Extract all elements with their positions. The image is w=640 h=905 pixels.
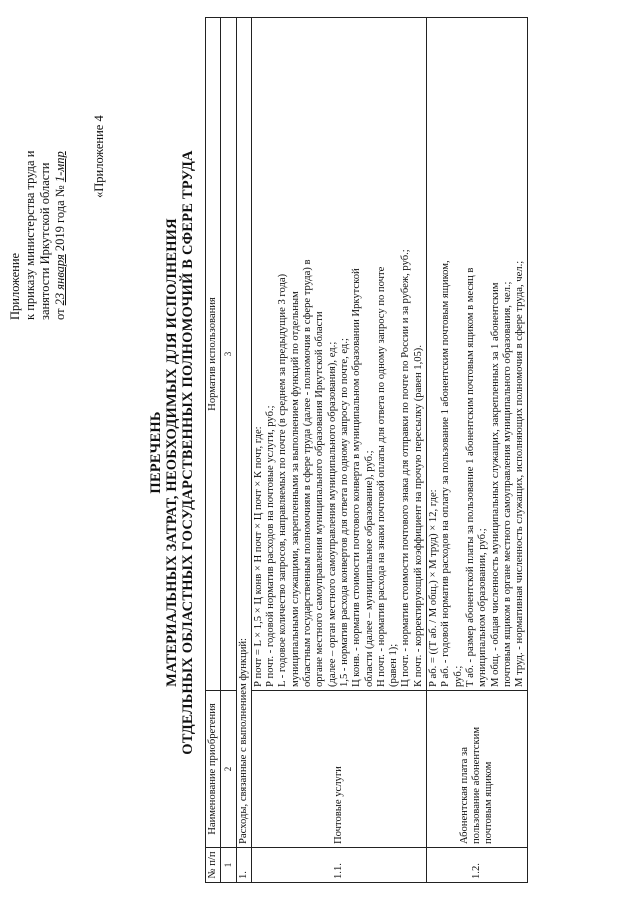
section-number: 1. (236, 848, 251, 883)
document-subtitle-1: МАТЕРИАЛЬНЫХ ЗАТРАТ, НЕОБХОДИМЫХ ДЛЯ ИСПОЛНЕНИЯ (164, 218, 180, 687)
header-line-1: Приложение (8, 252, 22, 320)
expenses-table (205, 17, 528, 883)
header-col-name: Наименование приобретения (206, 691, 221, 848)
norm-line: (далее – орган местного самоуправления муниципального образования), ед.; (326, 341, 338, 687)
approval-header (8, 15, 68, 320)
norm-line: муниципальном образовании, руб.; (477, 528, 489, 687)
document-title: ПЕРЕЧЕНЬ (148, 411, 164, 494)
table-row (427, 18, 528, 883)
norm-line: Ц почт. - норматив стоимости почтового знака для отправки по почте по России и за рубеж, руб.; (400, 249, 412, 687)
norm-line: Р аб. - годовой норматив расходов на оплату за пользование 1 абонентским почтовым ящиком, (440, 260, 452, 687)
header-line-4: 2019 года № (53, 185, 67, 252)
header-line-2: к приказу министерства труда и (23, 150, 37, 320)
row-name: Абонентская плата за пользование абонентским почтовым ящиком (427, 691, 528, 848)
norm-line: К почт. - корректирующий коэффициент на прочую пересылку (равен 1,05). (412, 345, 424, 687)
norm-line: М труд. - нормативная численность служащих, исполняющих полномочия в сфере труда, чел.; (514, 260, 526, 687)
norm-line: (равен 1); (388, 643, 400, 687)
header-date-line (53, 15, 68, 320)
norm-line: L - годовое количество запросов, направляемых по почте (в среднем за предыдущие 3 года) (277, 273, 289, 687)
norm-line: муниципальными служащими, закрепленными за выполнением функций по отдельным (289, 291, 301, 687)
document-subtitle-2: ОТДЕЛЬНЫХ ОБЛАСТНЫХ ГОСУДАРСТВЕННЫХ ПОЛНОМОЧИЙ В СФЕРЕ ТРУДА (180, 150, 196, 755)
header-col-number: № п/п (206, 848, 221, 883)
norm-line: Т аб. - размер абонентской платы за пользование 1 абонентским почтовым ящиком в месяц в (464, 267, 476, 687)
row-norm (251, 18, 426, 691)
norm-line: Р почт = L × 1,5 × Ц конв × Н почт × Ц почт × К почт, где: (252, 426, 264, 687)
header-col-norm: Норматив использования (206, 18, 221, 691)
norm-line: руб.; (452, 665, 464, 687)
col-index-3: 3 (221, 18, 236, 691)
row-number: 1.1. (251, 848, 426, 883)
col-index-2: 2 (221, 691, 236, 848)
appendix-label: «Приложение 4 (92, 115, 106, 198)
norm-line: Р аб. = ((Т аб. / М общ.) × М труд) × 12, где: (428, 489, 440, 687)
date-prefix: от (53, 308, 67, 320)
table-number-row (221, 18, 236, 883)
row-norm (427, 18, 528, 691)
row-number: 1.2. (427, 848, 528, 883)
norm-line: почтовым ящиком в органе местного самоуправления муниципального образования, чел.; (501, 281, 513, 687)
handwritten-date: 23 января (53, 254, 67, 306)
norm-line: областным государственным полномочиям в сфере труда (далее - полномочия в сфере труда) в (302, 259, 314, 687)
norm-line: М общ. - общая численность муниципальных служащих, закрепленных за 1 абонентским (489, 282, 501, 687)
norm-line: 1,5 - норматив расхода конвертов для ответа по одному запросу по почте, ед.; (338, 338, 350, 687)
section-label: Расходы, связанные с выполнением функций: (236, 18, 251, 848)
section-row (236, 18, 251, 883)
norm-line: Р почт. - годовой норматив расходов на почтовые услуги, руб.; (265, 405, 277, 687)
row-name: Почтовые услуги (251, 691, 426, 848)
col-index-1: 1 (221, 848, 236, 883)
norm-line: Ц конв. - норматив стоимости почтового конверта в муниципальном образовании Иркутской (351, 268, 363, 687)
header-line-3: занятости Иркутской области (38, 162, 52, 320)
handwritten-number: 1-мпр (53, 151, 67, 183)
norm-line: Н почт. - норматив расхода на знаки почтовой оплаты для ответа по одному запросу по почте (375, 266, 387, 687)
table-row (251, 18, 426, 883)
norm-line: органе местного самоуправления муниципального образования Иркутской области (314, 311, 326, 687)
table-header-row (206, 18, 221, 883)
norm-line: области (далее – муниципальное образование), руб.; (363, 450, 375, 687)
